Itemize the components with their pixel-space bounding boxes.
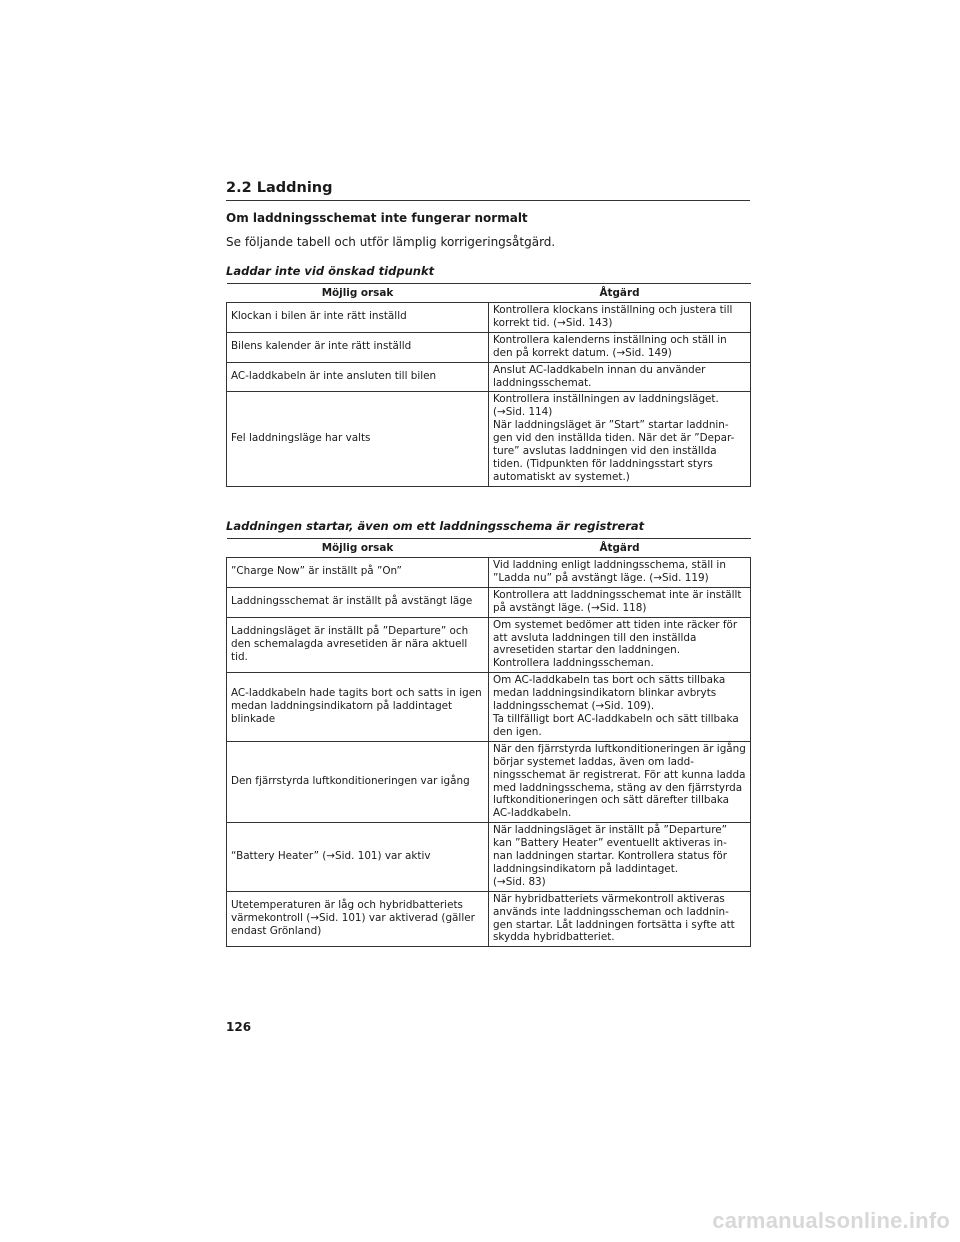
cause-cell: Bilens kalender är inte rätt inställd — [227, 332, 489, 362]
intro-text: Se följande tabell och utför lämplig korrigeringsåtgärd. — [226, 235, 556, 249]
action-cell: När den fjärrstyrda luftkonditioneringen är igång börjar systemet laddas, även om ladd-ningsschemat är registrerat. För att kunna ladda med laddningsschema, stäng av den fjärrstyrda luftkonditioneringen och sätt därefter tillbaka AC-laddkabeln. — [489, 741, 751, 822]
table-row — [227, 332, 751, 362]
action-cell: Kontrollera kalenderns inställning och ställ in den på korrekt datum. (→Sid. 149) — [489, 332, 751, 362]
table-header-row — [227, 284, 751, 303]
table2-caption: Laddningen startar, även om ett laddningsschema är registrerat — [226, 519, 645, 533]
action-cell: Vid laddning enligt laddningsschema, ställ in ”Ladda nu” på avstängt läge. (→Sid. 119) — [489, 558, 751, 588]
cause-cell: ”Charge Now” är inställt på ”On” — [227, 558, 489, 588]
table-row — [227, 392, 751, 486]
section-header: 2.2 Laddning — [226, 178, 750, 201]
section-heading: Om laddningsschemat inte fungerar normalt — [226, 211, 528, 225]
action-cell: Om AC-laddkabeln tas bort och sätts tillbaka medan laddningsindikatorn blinkar avbryts laddningsschemat (→Sid. 109). Ta tillfälligt bort AC-laddkabeln och sätt tillbaka den igen. — [489, 673, 751, 742]
table-row — [227, 673, 751, 742]
cause-cell: AC-laddkabeln hade tagits bort och satts in igen medan laddningsindikatorn på laddintaget blinkade — [227, 673, 489, 742]
table2-body — [227, 558, 751, 947]
action-cell: Om systemet bedömer att tiden inte räcker för att avsluta laddningen till den inställda avresetiden startar den laddningen. Kontrollera laddningsscheman. — [489, 617, 751, 673]
table-row — [227, 362, 751, 392]
table-row — [227, 823, 751, 892]
cause-cell: AC-laddkabeln är inte ansluten till bilen — [227, 362, 489, 392]
cause-cell: Klockan i bilen är inte rätt inställd — [227, 303, 489, 333]
cause-cell: Utetemperaturen är låg och hybridbatteriets värmekontroll (→Sid. 101) var aktiverad (gäller endast Grönland) — [227, 891, 489, 947]
table-row — [227, 741, 751, 822]
column-header-cause: Möjlig orsak — [227, 284, 489, 303]
cause-cell: Den fjärrstyrda luftkonditioneringen var igång — [227, 741, 489, 822]
action-cell: Kontrollera att laddningsschemat inte är inställt på avstängt läge. (→Sid. 118) — [489, 587, 751, 617]
action-cell: Kontrollera inställningen av laddningsläget. (→Sid. 114) När laddningsläget är ”Start” startar laddnin-gen vid den inställda tiden. När det är ”Depar-ture” avslutas laddningen vid den inställda tiden. (Tidpunkten för laddningsstart styrs automatiskt av systemet.) — [489, 392, 751, 486]
table-row — [227, 303, 751, 333]
action-cell: När hybridbatteriets värmekontroll aktiveras används inte laddningsscheman och laddnin-gen startar. Låt laddningen fortsätta i syfte att skydda hybridbatteriet. — [489, 891, 751, 947]
table-header-row — [227, 539, 751, 558]
table-row — [227, 558, 751, 588]
watermark: carmanualsonline.info — [712, 1208, 950, 1233]
cause-cell: Laddningsschemat är inställt på avstängt läge — [227, 587, 489, 617]
table1-caption: Laddar inte vid önskad tidpunkt — [226, 264, 435, 278]
table-row — [227, 587, 751, 617]
action-cell: Anslut AC-laddkabeln innan du använder laddningsschemat. — [489, 362, 751, 392]
cause-cell: “Battery Heater” (→Sid. 101) var aktiv — [227, 823, 489, 892]
table-unexpected-start — [226, 538, 751, 947]
table1-body — [227, 303, 751, 487]
table-row — [227, 891, 751, 947]
column-header-action: Åtgärd — [489, 539, 751, 558]
cause-cell: Fel laddningsläge har valts — [227, 392, 489, 486]
column-header-action: Åtgärd — [489, 284, 751, 303]
table-charging-time — [226, 283, 751, 487]
action-cell: När laddningsläget är inställt på ”Departure” kan ”Battery Heater” eventuellt aktiveras in-nan laddningen startar. Kontrollera status för laddningsindikatorn på laddintaget. (→Sid. 83) — [489, 823, 751, 892]
table-row — [227, 617, 751, 673]
page-number: 126 — [226, 1020, 252, 1034]
cause-cell: Laddningsläget är inställt på ”Departure” och den schemalagda avresetiden är nära aktuell tid. — [227, 617, 489, 673]
column-header-cause: Möjlig orsak — [227, 539, 489, 558]
action-cell: Kontrollera klockans inställning och justera till korrekt tid. (→Sid. 143) — [489, 303, 751, 333]
